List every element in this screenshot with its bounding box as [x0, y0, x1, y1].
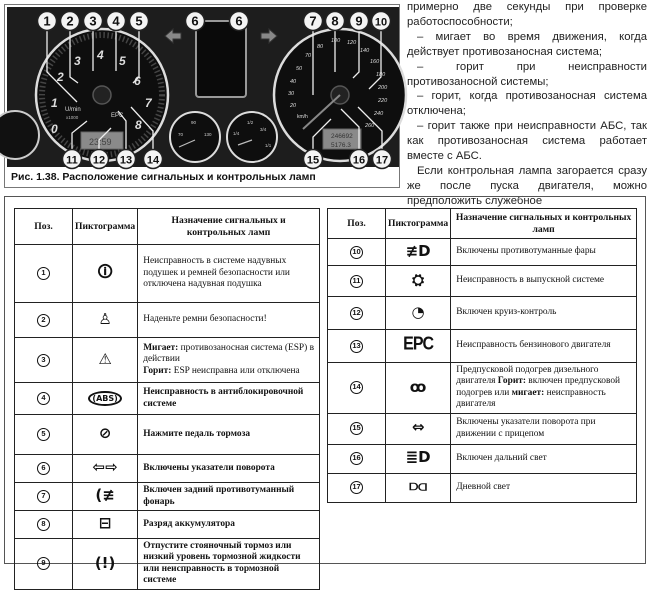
prose-paragraph: – горит также при неисправности АБС, так как противозаносная система работает вместе с АБС. — [407, 120, 647, 163]
position-number: 13 — [350, 340, 363, 353]
warning-lamps-table-right — [327, 208, 637, 503]
callout-number: 3 — [89, 13, 97, 29]
position-cell — [328, 330, 386, 363]
gauge-label: 30 — [288, 91, 295, 97]
description-cell — [451, 297, 637, 330]
gauge-label: 2 — [57, 70, 64, 84]
gauge-label: 3/4 — [260, 127, 267, 132]
pictogram-cell — [73, 415, 138, 455]
description-text: Неисправность бензинового двигателя — [456, 340, 611, 351]
gauge-label: x1000 — [66, 115, 79, 120]
pictogram-cell — [73, 338, 138, 383]
position-cell — [15, 539, 73, 590]
position-number: 10 — [350, 246, 363, 259]
description-cell — [138, 483, 320, 511]
position-cell — [15, 338, 73, 383]
figure-caption: Рис. 1.38. Расположение сигнальных и контрольных ламп — [11, 171, 316, 183]
prose-paragraph: – горит, когда противозаносная система отключена; — [407, 90, 647, 118]
description-text: Неисправность в выпускной системе — [456, 275, 605, 286]
temperature-gauge — [170, 112, 220, 162]
gauge-label: 1 — [51, 96, 58, 110]
callout-number: 17 — [375, 154, 389, 167]
gauge-label: 1/1 — [265, 143, 272, 148]
gauge-label: 90 — [191, 120, 197, 125]
callout-number: 6 — [191, 13, 199, 29]
table-row — [328, 473, 637, 502]
table-row — [15, 415, 320, 455]
state-label: Горит: — [143, 365, 172, 376]
table-row — [328, 239, 637, 266]
check-engine-icon: ⛭ — [412, 270, 425, 289]
description-text: Неисправность в антиблокировочной системе — [143, 387, 304, 409]
description-cell — [138, 245, 320, 303]
position-cell — [15, 415, 73, 455]
position-cell — [328, 266, 386, 297]
table-row — [15, 483, 320, 511]
description-text: Включены противотуманные фары — [456, 246, 596, 257]
table-row — [328, 363, 637, 414]
description-cell — [451, 239, 637, 266]
description-text: Неисправность в системе надувных подушек и ремней безопасности или отключена надувная подушка — [143, 256, 290, 290]
callout-number: 15 — [306, 154, 320, 167]
callout-number: 13 — [119, 154, 133, 167]
tachometer — [36, 29, 168, 161]
description-cell — [138, 539, 320, 590]
warning-lamps-table-left — [14, 208, 320, 590]
pictogram-cell — [386, 413, 451, 444]
callout-number: 5 — [135, 13, 143, 29]
table-header-row — [15, 209, 320, 245]
parking-brake-icon: (!) — [94, 553, 116, 572]
prose-paragraph: – мигает во время движения, когда действует противозаносная система; — [407, 30, 647, 58]
gauge-label: 1/4 — [233, 131, 240, 136]
position-cell — [15, 245, 73, 303]
cruise-control-icon: ◔ — [411, 302, 425, 321]
gauge-label: 240 — [374, 111, 384, 117]
table-row — [15, 303, 320, 338]
instrument-cluster-figure — [4, 4, 400, 188]
description-text: Включен дальний свет — [456, 452, 547, 463]
description-cell — [138, 455, 320, 483]
gauge-label: 180 — [376, 72, 386, 78]
gauge-label: 220 — [378, 98, 388, 104]
gauge-label: EPC — [111, 113, 124, 119]
description-text: неисправность двигателя — [456, 387, 606, 410]
gauge-label: 7 — [145, 96, 152, 110]
gauge-label: 5 — [119, 54, 126, 68]
position-cell — [15, 511, 73, 539]
gauge-label: 50 — [296, 66, 303, 72]
description-text: Дневной свет — [456, 481, 511, 492]
callout-number: 14 — [146, 154, 160, 167]
description-text: Включены указатели поворота — [143, 462, 275, 473]
gauge-label: 20 — [290, 103, 297, 109]
description-cell — [138, 303, 320, 338]
header-desc: Назначение сигнальных и контрольных ламп — [451, 209, 637, 239]
position-number: 12 — [350, 307, 363, 320]
description-text: Включен круиз-контроль — [456, 307, 557, 318]
gauge-label: 6 — [134, 74, 141, 88]
table-row — [328, 297, 637, 330]
position-cell — [15, 383, 73, 415]
description-text: включен предпусковой подогрев или — [456, 376, 621, 398]
pictogram-cell — [73, 483, 138, 511]
pictogram-cell — [73, 455, 138, 483]
state-label: Горит: — [497, 376, 526, 387]
description-text: Отпустите стояночный тормоз или низкий уровень тормозной жидкости или неисправность в тормозной системе — [143, 541, 301, 586]
gauge-label: 80 — [317, 44, 324, 50]
position-number: 3 — [37, 354, 50, 367]
callout-number: 12 — [92, 154, 106, 167]
high-beam-icon: ≣D — [405, 448, 431, 467]
prose-paragraph: – горит при неисправности противозаносной системы; — [407, 60, 647, 88]
description-cell — [451, 413, 637, 444]
instrument-cluster-photo — [7, 7, 399, 167]
table-row — [15, 511, 320, 539]
pictogram-cell — [386, 473, 451, 502]
header-pos: Поз. — [15, 209, 73, 245]
pictogram-cell — [386, 363, 451, 414]
gauge-label: 200 — [378, 85, 388, 91]
gauge-label: 5176.3 — [331, 142, 351, 149]
description-cell — [451, 363, 637, 414]
description-text: Разряд аккумулятора — [143, 518, 235, 529]
position-number: 8 — [37, 518, 50, 531]
description-cell — [138, 338, 320, 383]
pictogram-cell — [73, 511, 138, 539]
position-cell — [328, 413, 386, 444]
callout-number: 4 — [112, 13, 120, 29]
position-number: 2 — [37, 314, 50, 327]
rear-fog-light-icon: (≢ — [95, 486, 115, 505]
position-cell — [328, 473, 386, 502]
callout-number: 6 — [235, 13, 243, 29]
airbag-icon: 🛈 — [97, 263, 113, 282]
description-text: Наденьте ремни безопасности! — [143, 314, 267, 325]
description-cell — [451, 330, 637, 363]
fuel-gauge — [227, 112, 277, 162]
pictogram-cell — [386, 444, 451, 473]
callout-number: 2 — [66, 13, 74, 29]
table-row — [328, 266, 637, 297]
table-row — [328, 444, 637, 473]
pictogram-cell — [386, 266, 451, 297]
description-text: ESP неисправна или отключена — [171, 365, 300, 376]
esp-icon: ⚠ — [98, 349, 112, 368]
gauge-label: 120 — [347, 40, 357, 46]
pictogram-cell — [73, 383, 138, 415]
gauge-label: U/min — [65, 107, 81, 113]
gauge-label: 40 — [290, 79, 297, 85]
gauge-label: 70 — [178, 132, 184, 137]
body-text — [407, 0, 647, 209]
table-row — [15, 539, 320, 590]
cluster-drawing — [7, 7, 399, 167]
description-text: противозаносная система (ESP) в действии — [143, 342, 315, 365]
position-number: 7 — [37, 490, 50, 503]
position-number: 9 — [37, 557, 50, 570]
header-icon: Пиктограмма — [386, 209, 451, 239]
gauge-label: km/h — [297, 114, 308, 120]
position-cell — [328, 239, 386, 266]
header-desc: Назначение сигнальных и контрольных ламп — [138, 209, 320, 245]
pictogram-cell — [73, 303, 138, 338]
speedometer — [274, 29, 406, 161]
position-number: 15 — [350, 422, 363, 435]
table-row — [15, 338, 320, 383]
position-cell — [328, 297, 386, 330]
position-number: 6 — [37, 462, 50, 475]
table-row — [15, 245, 320, 303]
description-cell — [451, 473, 637, 502]
description-text: Включены указатели поворота при движении с прицепом — [456, 417, 596, 439]
callout-number: 11 — [66, 154, 78, 167]
gauge-label: 23:59 — [89, 137, 112, 147]
position-cell — [15, 455, 73, 483]
gauge-label: 260 — [365, 123, 375, 129]
description-cell — [138, 383, 320, 415]
trailer-turn-signals-icon: ⇔ — [411, 418, 425, 437]
callout-number: 1 — [43, 13, 51, 29]
prose-paragraph: примерно две секунды при проверке работоспособности; — [407, 1, 647, 28]
position-number: 17 — [350, 481, 363, 494]
glow-plug-icon: ꝏ — [409, 377, 427, 396]
pictogram-cell — [386, 239, 451, 266]
position-number: 5 — [37, 428, 50, 441]
description-text: Предпусковой подогрев дизельного двигателя — [456, 365, 599, 387]
gauge-label: 1/2 — [247, 120, 254, 125]
description-cell — [138, 511, 320, 539]
prose-paragraph: Если контрольная лампа загорается сразу же после пуска двигателя, можно предположить служебное — [407, 164, 647, 207]
gauge-label: 4 — [97, 48, 104, 62]
gauge-label: 3 — [74, 54, 81, 68]
gauge-label: 0 — [51, 122, 58, 136]
callout-number: 16 — [352, 154, 366, 167]
callout-number: 9 — [355, 13, 363, 29]
turn-signals-icon: ⇦⇨ — [92, 458, 118, 477]
state-label: Мигает: — [143, 342, 179, 353]
gauge-label: 70 — [305, 53, 312, 59]
epc-icon: EPC — [403, 334, 434, 355]
pictogram-cell — [73, 539, 138, 590]
gauge-label: 100 — [331, 38, 341, 44]
table-row — [328, 413, 637, 444]
daytime-lights-icon: ⫐⫏ — [409, 477, 427, 496]
position-number: 11 — [350, 275, 363, 288]
position-number: 4 — [37, 392, 50, 405]
gauge-label: 246692 — [331, 133, 353, 140]
callout-number: 7 — [309, 13, 317, 29]
position-cell — [328, 363, 386, 414]
header-pos: Поз. — [328, 209, 386, 239]
description-text: Включен задний противотуманный фонарь — [143, 485, 295, 507]
pictogram-cell — [73, 245, 138, 303]
brake-pedal-icon: ⊘ — [98, 424, 112, 443]
description-text: Нажмите педаль тормоза — [143, 428, 251, 439]
table-row — [328, 330, 637, 363]
gauge-label: 8 — [135, 118, 142, 132]
description-cell — [451, 444, 637, 473]
abs-icon: (ABS) — [88, 391, 121, 406]
pictogram-cell — [386, 297, 451, 330]
gauge-label: 160 — [370, 59, 380, 65]
position-number: 16 — [350, 452, 363, 465]
table-row — [15, 455, 320, 483]
position-cell — [15, 303, 73, 338]
gauge-label: 140 — [360, 48, 370, 54]
left-partial-gauge — [0, 111, 39, 159]
table-header-row — [328, 209, 637, 239]
front-fog-lights-icon: ≢D — [405, 241, 431, 260]
table-row — [15, 383, 320, 415]
battery-icon: ⊟ — [98, 514, 112, 533]
pictogram-cell — [386, 330, 451, 363]
position-cell — [328, 444, 386, 473]
position-number: 14 — [350, 381, 363, 394]
state-label: мигает: — [511, 387, 545, 398]
center-display — [196, 21, 246, 97]
callout-number: 8 — [331, 13, 339, 29]
seatbelt-icon: ♙ — [98, 309, 112, 328]
position-number: 1 — [37, 267, 50, 280]
header-icon: Пиктограмма — [73, 209, 138, 245]
description-cell — [138, 415, 320, 455]
callout-number: 10 — [374, 16, 388, 29]
position-cell — [15, 483, 73, 511]
gauge-label: 130 — [204, 132, 212, 137]
description-cell — [451, 266, 637, 297]
